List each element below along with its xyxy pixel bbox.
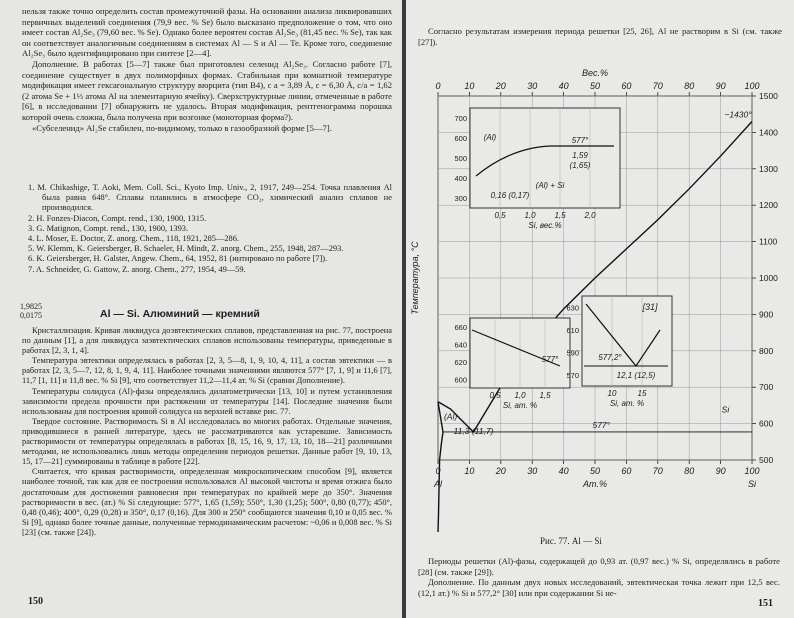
- x-end-label-si: Si: [747, 479, 757, 489]
- paragraph: Дополнение. По данным двух новых исследований, эвтектическая точка лежит при 12,5 вес. (12,1 ат.) % Si и 577,2° [30] или при содержании Si не-: [418, 577, 780, 598]
- x-axis-label: Ат.%: [583, 479, 607, 489]
- inset-top-x-tick-label: 1,0: [524, 211, 536, 220]
- inset-top-x-tick-label: 1,5: [554, 211, 566, 220]
- paragraph: Считается, что кривая растворимости, определенная микроскопическим способом [9], является наиболее точной, так как для ее построения использовался Al высокой чистоты и время отжига было достаточным для достижения равновесия при температурах по крайней мере до 350°. Значения растворимости в вес. (ат.) % Si следующие: 577°, 1,65 (1,59); 550°, 1,30 (1,25); 500°, 0,80 (0,77); 450°, 0,48 (0,46); 400°, 0,29 (0,28) и 350°, 0,17 (0,16). Для 300 и 250° сообщаются значения 0,10 и 0,05 вес. % Si [9], однако более точные данные, полученные термодинамическим расчетом: ~0,06 и 0,008 вес. % Si [23] (см. также [24]).: [22, 467, 392, 537]
- phase-diagram: [410, 48, 790, 532]
- x-tick-label: 40: [558, 466, 569, 476]
- x-tick-label: 80: [684, 466, 695, 476]
- paragraph: нельзя также точно определить состав промежуточной фазы. На основании анализа ликвировавших первичных выделений соединения (79,9 вес. % Se) было высказано предположение о том, что оно имеет состав Al₂Se₃ (79,60 вес. % Se). Однако более вероятен состав Al₂Se₃ (81,45 вес. % Se), так как он соответствует аналогичным соединениям в системах Al — S и Al — Te. Кроме того, соединение Al₂Se₃ было идентифицировано при синтезе [2—4].: [22, 6, 392, 59]
- header-code: [20, 302, 42, 320]
- annotation: 11,3 (11,7): [453, 426, 494, 437]
- inset-top-label: 577°: [571, 136, 589, 145]
- inset-middle: [454, 318, 570, 410]
- y-tick-label: 800: [759, 345, 774, 356]
- annotation: ~1430°: [724, 109, 752, 120]
- x-top-tick-label: 90: [715, 81, 726, 91]
- reference-item: 3. G. Matignon, Compt. rend., 130, 1900, 1393.: [28, 223, 189, 233]
- inset-eutectic-label: 577,2°: [598, 353, 622, 362]
- inset-top-y-tick-label: 600: [454, 134, 467, 143]
- inset-eutectic-x-tick-label: 10: [607, 389, 617, 398]
- paragraph: Периоды решетки (Al)-фазы, содержащей до 0,93 ат. (0,97 вес.) % Si, определялись в работе [28] (см. также [29]).: [418, 556, 780, 577]
- inset-middle-x-tick-label: 0,5: [489, 391, 501, 400]
- x-top-tick-label: 10: [464, 81, 475, 91]
- inset-middle-y-tick-label: 640: [454, 340, 467, 350]
- y-tick-label: 1500: [759, 91, 778, 101]
- x-tick-label: 70: [652, 466, 663, 476]
- reference-item: 5. W. Klemm, K. Geiersberger, B. Schaeler, H. Mindt, Z. anorg. Chem., 255, 1948, 287—293.: [28, 244, 344, 254]
- x-top-tick-label: 20: [495, 81, 506, 91]
- x-tick-label: 30: [527, 466, 538, 476]
- inset-middle-y-tick-label: 620: [454, 357, 467, 367]
- inset-middle-y-tick-label: 660: [454, 322, 467, 332]
- reference-item: 2. H. Fonzes-Diacon, Compt. rend., 130, 1900, 1315.: [28, 213, 207, 223]
- inset-top-y-tick-label: 500: [454, 154, 467, 163]
- inset-top-x-label: Si, вес.%: [528, 221, 562, 230]
- reference-item: 1. M. Chikashige, T. Aoki, Mem. Coll. Sci., Kyoto Imp. Univ., 2, 1917, 249—254. Точка плавления Al была равна 648°. Сплавы плавились в атмосфере CO₂, химический анализ сплавов не производился.: [28, 183, 392, 213]
- x-end-label-al: Al: [433, 479, 443, 489]
- inset-eutectic-y-tick-label: 630: [566, 303, 579, 313]
- inset-middle-y-tick-label: 600: [454, 375, 467, 385]
- inset-top-label: 1,59: [572, 151, 588, 160]
- bottom-text: [418, 556, 780, 598]
- y-tick-label: 1400: [759, 127, 778, 138]
- x-tick-label: 0: [435, 466, 441, 476]
- inset-top-x-tick-label: 0,5: [494, 211, 506, 220]
- x-tick-label: 20: [495, 466, 506, 476]
- paragraph: Согласно результатам измерения периода решетки [25, 26], Al не растворим в Si (см. также [27]).: [418, 26, 782, 47]
- x-top-tick-label: 50: [589, 81, 601, 91]
- inset-top-y-tick-label: 700: [454, 114, 467, 123]
- top-text: [418, 26, 782, 47]
- x-top-tick-label: 60: [621, 81, 632, 91]
- x-top-tick-label: 80: [684, 81, 695, 91]
- inset-eutectic-label: 12,1 (12,5): [616, 371, 656, 380]
- y-tick-label: 1300: [759, 163, 778, 174]
- y-tick-label: 500: [759, 455, 774, 465]
- x-tick-label: 100: [744, 466, 760, 476]
- y-axis-label: Температура, °C: [410, 241, 420, 315]
- inset-top-label: (1,65): [569, 161, 591, 170]
- x-top-tick-label: 0: [435, 81, 441, 91]
- y-tick-label: 600: [759, 418, 774, 429]
- x-top-axis-label: Вес.%: [582, 68, 608, 78]
- y-tick-label: 1000: [759, 273, 778, 283]
- y-tick-label: 1200: [759, 200, 778, 211]
- page-number: 151: [758, 598, 773, 609]
- inset-eutectic-y-tick-label: 590: [566, 348, 579, 358]
- inset-middle-x-label: Si, ат. %: [502, 401, 538, 410]
- inset-top-label: (Al): [483, 133, 497, 142]
- page-number: 150: [28, 596, 43, 607]
- inset-eutectic-y-tick-label: 610: [566, 325, 579, 335]
- x-top-tick-label: 40: [558, 81, 569, 91]
- inset-top-label: (Al) + Si: [535, 181, 565, 190]
- paragraph: Дополнение. В работах [5—7] также был приготовлен селенид Al₂Se₃. Согласно работе [7], соединение существует в двух полиморфных формах. Стабильная при комнатной температуре модификация имеет гексагональную структуру вюрцита (тип B4), с a = 3,89 Å, c = 6,30 Å, c/a = 1,62 (2 атома Se + 1⅓ атома Al на элементарную ячейку). Сверхструктурные линии, отмеченные в работе [6], в исследовании [7] обнаружить не удалось. Вторая модификация, рентгенограмма порошка которой очень сложна, была получена при возгонке (моноторная форма?).: [22, 58, 392, 122]
- inset-top-y-tick-label: 400: [454, 174, 467, 183]
- y-tick-label: 900: [759, 309, 774, 320]
- body-text: [22, 326, 392, 538]
- inset-top-y-tick-label: 300: [454, 194, 467, 203]
- annotation: 577°: [592, 419, 611, 430]
- x-tick-label: 60: [621, 466, 632, 476]
- intro-text: [22, 6, 392, 133]
- reference-item: 7. A. Schneider, G. Gattow, Z. anorg. Chem., 277, 1954, 49—59.: [28, 264, 246, 274]
- x-tick-label: 50: [589, 466, 601, 476]
- references-list: [28, 183, 392, 275]
- inset-top-label: 0,16 (0,17): [490, 191, 530, 200]
- inset-middle-x-tick-label: 1,5: [539, 391, 551, 400]
- paragraph: Кристаллизация. Кривая ликвидуса доэвтектических сплавов, представленная на рис. 77, построена по данным [1], а для ликвидуса заэвтектических сплавов использованы температуры, приведенные в работах [2, 3, 1, 4].: [22, 326, 392, 356]
- inset-eutectic-x-label: Si, ат. %: [609, 399, 645, 408]
- y-tick-label: 700: [759, 382, 774, 393]
- annotation: (Al): [443, 411, 458, 422]
- x-tick-label: 10: [464, 466, 475, 476]
- y-tick-label: 1100: [759, 236, 778, 247]
- inset-eutectic: [566, 296, 672, 408]
- reference-item: 4. L. Moser, E. Doctor, Z. anorg. Chem., 118, 1921, 285—286.: [28, 234, 240, 244]
- x-top-tick-label: 70: [652, 81, 663, 91]
- paragraph: «Субселенид» Al₂Se стабилен, по-видимому, только в газообразной форме [5—7].: [32, 122, 332, 133]
- x-top-tick-label: 30: [527, 81, 538, 91]
- reference-item: 6. K. Geiersberger, H. Galster, Angew. Chem., 64, 1952, 81 (интировано по работе [7]).: [28, 254, 328, 264]
- inset-eutectic-x-tick-label: 15: [637, 389, 647, 398]
- solidus-line: [438, 402, 443, 432]
- insets: [454, 108, 672, 410]
- header-code-line: 1,9825: [20, 302, 42, 311]
- section-heading: Al — Si. Алюминий — кремний: [100, 308, 260, 320]
- figure-caption: Рис. 77. Al — Si: [540, 536, 602, 546]
- paragraph: Твердое состояние. Растворимость Si в Al исследовалась во многих работах. Отдельные значения, приводившиеся в ранней литературе, здесь не рассматриваются как устаревшие. Зависимость растворимости от температуры определялась в работах [8, 15, 16, 9, 17, 13, 10, 18—21] различными методами, не использовались лишь методы определения периодов решетки. Данные работ [9, 10, 13, 15, 17—21] суммированы в таблице в работе [22].: [22, 416, 392, 467]
- inset-middle-label: 577°: [541, 355, 559, 364]
- header-code-line: 0,0175: [20, 311, 42, 320]
- annotation: Si: [721, 404, 730, 415]
- x-tick-label: 90: [715, 466, 726, 476]
- inset-middle-x-tick-label: 1,0: [514, 391, 526, 400]
- inset-eutectic-y-tick-label: 570: [566, 370, 579, 380]
- inset-top-x-tick-label: 2,0: [584, 211, 596, 220]
- inset-top: [454, 108, 620, 230]
- inset-eutectic-label: [31]: [642, 302, 658, 312]
- paragraph: Температуры солидуса (Al)-фазы определялись дилатометрически [13, 10] и путем установления зависимости предела прочности при растяжении от температуры [14]. Последние значения были использованы для построения кривой солидуса на верхней вставке рис. 77.: [22, 386, 392, 416]
- paragraph: Температура эвтектики определялась в работах [2, 3, 5—8, 1, 9, 10, 4, 11], а состав эвтектики — в работах [2, 3, 5—7, 12, 8, 1, 9, 4, 11]. Наиболее точными значениями являются 577° [7, 1, 9] и 11,6 [7], 11,7 [1, 11] и 11,8 вес. % Si [9], что соответствует 11,2—11,4 ат. % Si (сравни Дополнение).: [22, 356, 392, 386]
- x-top-tick-label: 100: [744, 81, 760, 91]
